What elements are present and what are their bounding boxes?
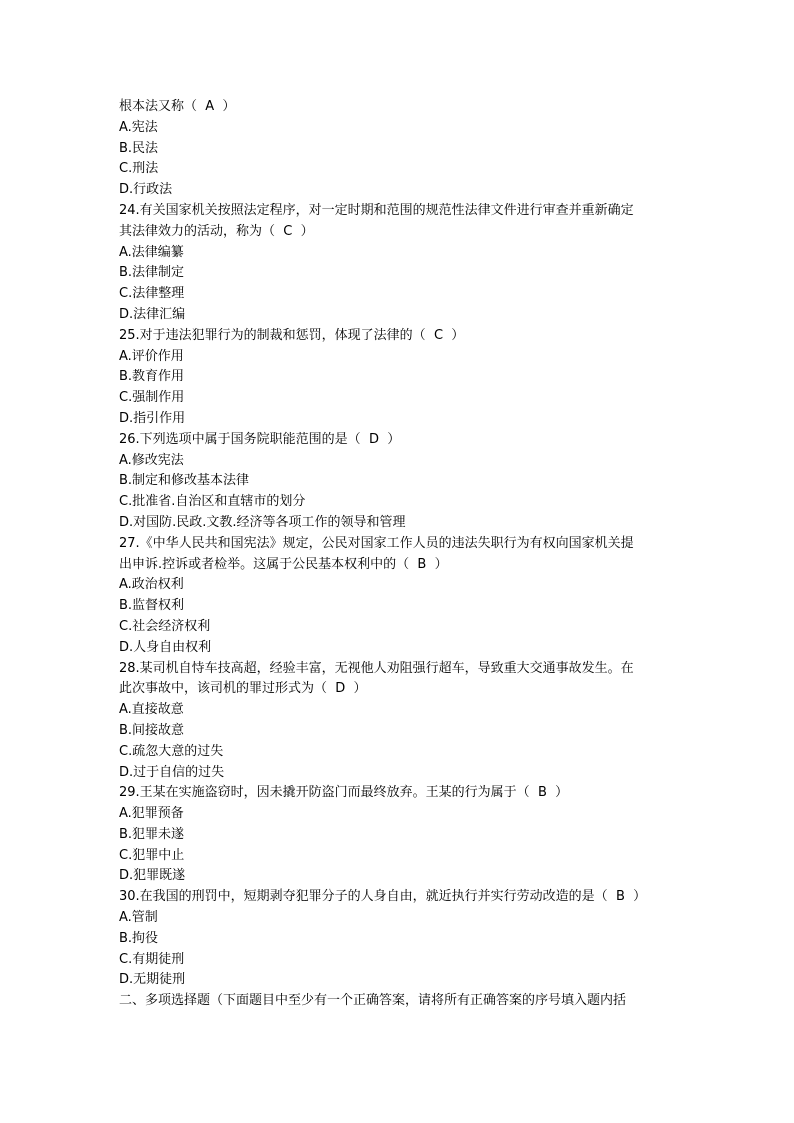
option-line: A.犯罪预备 [119,806,184,822]
option-line: B.制定和修改基本法律 [119,473,250,489]
question-26-stem: 26.下列选项中属于国务院职能范围的是（ D ） [119,431,401,447]
option-line: D.犯罪既遂 [119,868,186,884]
option-line: A.修改宪法 [119,452,184,468]
option-line: B.犯罪未遂 [119,826,185,842]
document-page [119,97,685,1012]
option-line: D.人身自由权利 [119,639,212,655]
option-line: D.对国防.民政.文教.经济等各项工作的领导和管理 [119,514,406,530]
option-line: B.拘役 [119,930,159,946]
option-line: B.监督权利 [119,598,185,614]
option-line: C.法律整理 [119,286,185,302]
option-line: D.行政法 [119,182,173,198]
option-line: B.法律制定 [119,265,185,281]
option-line: D.指引作用 [119,410,186,426]
question-28-stem-cont: 此次事故中，该司机的罪过形式为（ D ） [119,681,367,697]
question-27-stem-cont: 出申诉.控诉或者检举。这属于公民基本权利中的（ B ） [119,556,448,572]
option-line: C.社会经济权利 [119,618,211,634]
option-line: D.过于自信的过失 [119,764,225,780]
question-28-stem: 28.某司机自恃车技高超，经验丰富，无视他人劝阻强行超车，导致重大交通事故发生。在 [119,660,634,676]
question-30-stem: 30.在我国的刑罚中，短期剥夺犯罪分子的人身自由，就近执行并实行劳动改造的是（ B ） [119,889,647,905]
question-stem: 根本法又称（ A ） [119,99,236,114]
option-line: D.法律汇编 [119,306,186,322]
question-24-stem: 24.有关国家机关按照法定程序，对一定时期和范围的规范性法律文件进行审查并重新确定 [119,202,634,218]
option-line: C.批准省.自治区和直辖市的划分 [119,494,306,510]
question-27-stem: 27.《中华人民共和国宪法》规定，公民对国家工作人员的违法失职行为有权向国家机关提 [119,535,634,551]
option-line: A.宪法 [119,119,158,135]
question-25-stem: 25.对于违法犯罪行为的制裁和惩罚，体现了法律的（ C ） [119,327,465,343]
option-line: A.直接故意 [119,702,184,718]
option-line: D.无期徒刑 [119,972,186,988]
question-29-stem: 29.王某在实施盗窃时，因未撬开防盗门而最终放弃。王某的行为属于（ B ） [119,785,569,801]
option-line: C.刑法 [119,161,159,177]
option-line: B.间接故意 [119,722,185,738]
option-line: B.教育作用 [119,369,185,385]
option-line: C.强制作用 [119,390,185,406]
option-line: A.法律编纂 [119,244,184,260]
option-line: C.犯罪中止 [119,847,185,863]
option-line: A.管制 [119,910,158,926]
option-line: B.民法 [119,140,159,156]
question-24-stem-cont: 其法律效力的活动，称为（ C ） [119,223,314,239]
option-line: A.政治权利 [119,577,184,593]
option-line: C.疏忽大意的过失 [119,743,224,759]
option-line: C.有期徒刑 [119,951,185,967]
section-heading-multiple-choice: 二、多项选择题（下面题目中至少有一个正确答案，请将所有正确答案的序号填入题内括 [119,993,627,1009]
option-line: A.评价作用 [119,348,184,364]
